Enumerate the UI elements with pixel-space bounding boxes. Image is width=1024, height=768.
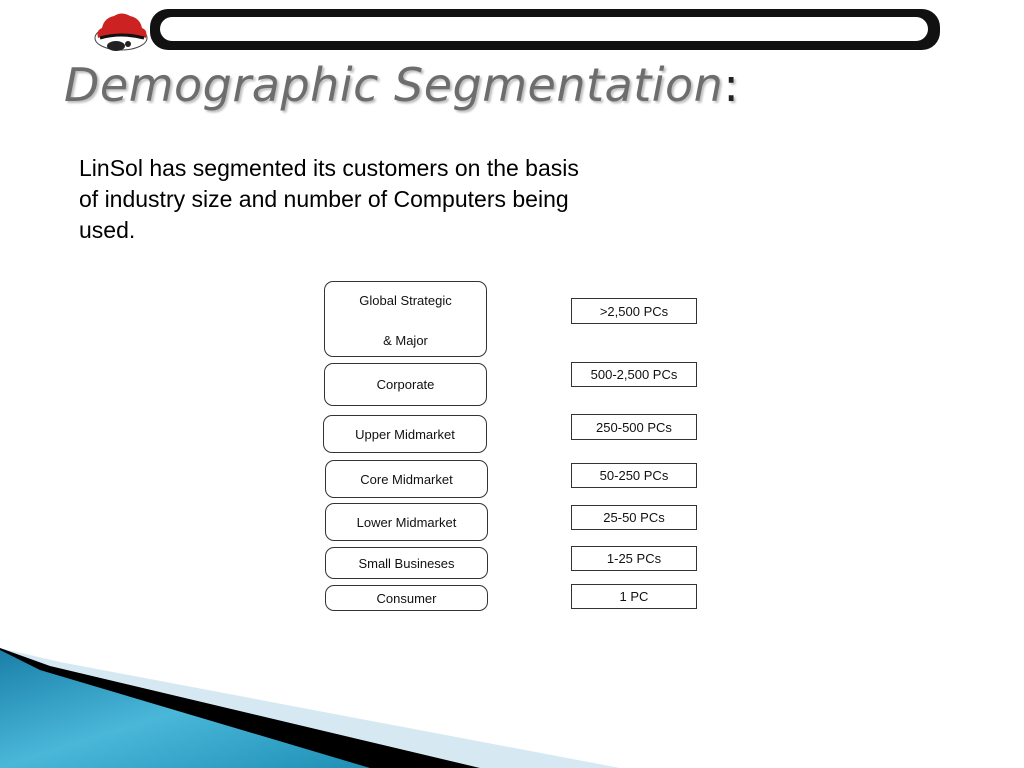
pc-range-box: 1-25 PCs (571, 546, 697, 571)
shadowman-logo-icon (92, 8, 150, 54)
segment-label: Core Midmarket (360, 471, 453, 487)
segment-consumer (325, 585, 488, 611)
pc-range-box: 500-2,500 PCs (571, 362, 697, 387)
segment-corporate (324, 363, 487, 406)
pc-range-box: >2,500 PCs (571, 298, 697, 324)
segment-label: Global Strategic (359, 293, 452, 308)
segment-core-midmarket (325, 460, 488, 498)
pc-range-box: 250-500 PCs (571, 414, 697, 440)
segment-upper-midmarket (323, 415, 487, 453)
segment-label: Small Busineses (358, 555, 455, 571)
intro-text: LinSol has segmented its customers on the basis of industry size and number of Computers being used. (79, 155, 579, 243)
page-title: Demographic Segmentation: (64, 58, 740, 112)
segment-label: Consumer (376, 590, 437, 606)
segment-label: Corporate (376, 377, 435, 392)
segment-small-businesses (325, 547, 488, 579)
footer-decoration (0, 640, 1024, 768)
segment-label: Lower Midmarket (356, 514, 457, 530)
segment-label: Upper Midmarket (355, 426, 455, 442)
pc-range-box: 50-250 PCs (571, 463, 697, 488)
header-bar (150, 9, 940, 50)
segment-lower-midmarket (325, 503, 488, 541)
segment-global-strategic (324, 281, 487, 357)
pc-range-box: 25-50 PCs (571, 505, 697, 530)
segment-label: & Major (383, 333, 428, 348)
pc-range-box: 1 PC (571, 584, 697, 609)
